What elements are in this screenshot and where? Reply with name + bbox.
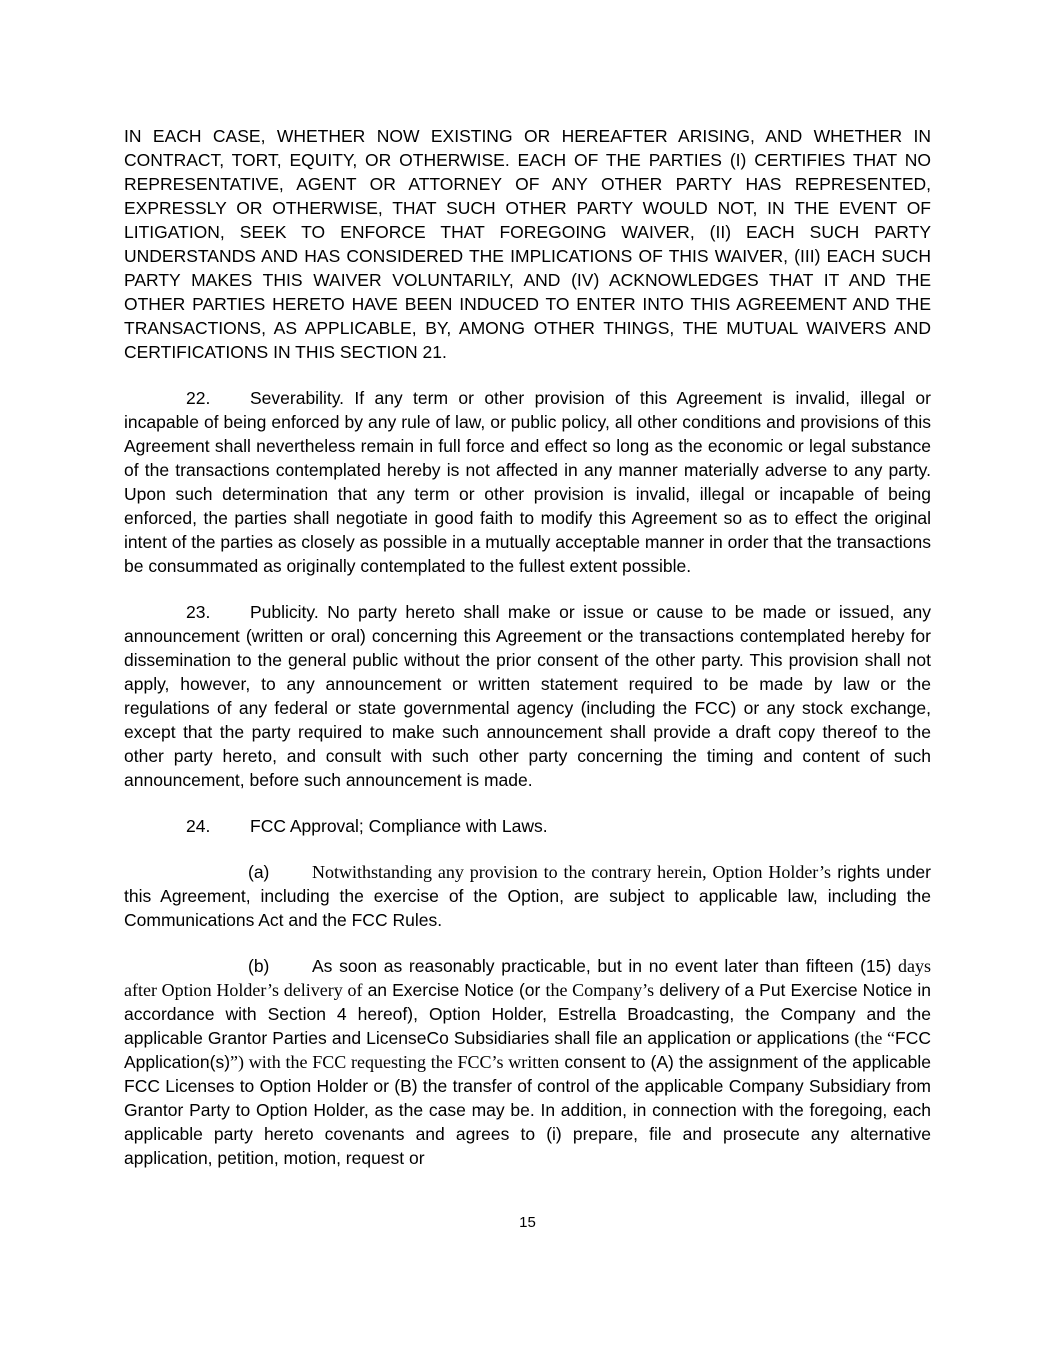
- section-22: [124, 386, 931, 578]
- paragraph-gap: [124, 364, 931, 386]
- section-24-a: [124, 860, 931, 932]
- section-23-number: 23.: [186, 602, 211, 622]
- section-24-b-part9: consent to (A) the assignment of the applicable FCC Licenses to Option Holder or (B) the transfer of control of the applicable Company Subsidiary from Grantor Party to Option Holder, as the case may be. In addition, in connection with the foregoing, each applicable party hereto covenants and agrees to (i) prepare, file and prosecute any alternative application, petition, motion, request or: [124, 1052, 931, 1168]
- section-23-heading: Publicity.: [250, 602, 319, 622]
- section-22-heading: Severability.: [250, 388, 345, 408]
- section-23: [124, 600, 931, 792]
- page-number: 15: [519, 1214, 536, 1231]
- section-24-b-part2: days after Option Holder’s delivery of: [124, 956, 931, 1000]
- section-24-a-lead: Notwithstanding any provision to the contrary herein, Option Holder’s: [312, 862, 831, 882]
- section-23-text: No party hereto shall make or issue or cause to be made or issued, any announcement (written or oral) concerning this Agreement or the transactions contemplated hereby for dissemination to the general public without the prior consent of the other party. This provision shall not apply, however, to any announcement or written statement required to be made by law or the regulations of any federal or state governmental agency (including the FCC) or any stock exchange, except that the party required to make such announcement shall provide a draft copy thereof to the other party hereto, and consult with such other party concerning the timing and content of such announcement, before such announcement is made.: [124, 602, 931, 790]
- paragraph-gap: [124, 838, 931, 860]
- section-24-b-part5: delivery of a Put Exercise Notice in accordance with Section 4 hereof), Option Holder, Estrella Broadcasting, the Company and the applicable Grantor Parties and LicenseCo Subsidiaries shall file an application or applications: [124, 980, 931, 1048]
- section-24-b-part1: As soon as reasonably practicable, but in no event later than fifteen (15): [312, 956, 892, 976]
- section-24-b: [124, 954, 931, 1170]
- section-24-heading-line: [124, 814, 931, 838]
- section-24-b-part4: the Company’s: [545, 980, 655, 1000]
- paragraph-gap: [124, 932, 931, 954]
- section-24-a-text: rights under this Agreement, including the exercise of the Option, are subject to applicable law, including the Communications Act and the FCC Rules.: [124, 862, 931, 930]
- paragraph-gap: [124, 792, 931, 814]
- waiver-paragraph: IN EACH CASE, WHETHER NOW EXISTING OR HEREAFTER ARISING, AND WHETHER IN CONTRACT, TORT, EQUITY, OR OTHERWISE. EACH OF THE PARTIES (I) CERTIFIES THAT NO REPRESENTATIVE, AGENT OR ATTORNEY OF ANY OTHER PARTY HAS REPRESENTED, EXPRESSLY OR OTHERWISE, THAT SUCH OTHER PARTY WOULD NOT, IN THE EVENT OF LITIGATION, SEEK TO ENFORCE THAT FOREGOING WAIVER, (II) EACH SUCH PARTY UNDERSTANDS AND HAS CONSIDERED THE IMPLICATIONS OF THIS WAIVER, (III) EACH SUCH PARTY MAKES THIS WAIVER VOLUNTARILY, AND (IV) ACKNOWLEDGES THAT IT AND THE OTHER PARTIES HERETO HAVE BEEN INDUCED TO ENTER INTO THIS AGREEMENT AND THE TRANSACTIONS, AS APPLICABLE, BY, AMONG OTHER THINGS, THE MUTUAL WAIVERS AND CERTIFICATIONS IN THIS SECTION 21.: [124, 126, 931, 362]
- section-24-b-part7: FCC Application(s): [124, 1028, 931, 1072]
- document-page: [124, 124, 931, 1170]
- section-22-text: If any term or other provision of this Agreement is invalid, illegal or incapable of being enforced by any rule of law, or public policy, all other conditions and provisions of this Agreement shall nevertheless remain in full force and effect so long as the economic or legal substance of the transactions contemplated hereby is not affected in any manner materially adverse to any party. Upon such determination that any term or other provision is invalid, illegal or incapable of being enforced, the parties shall negotiate in good faith to modify this Agreement so as to effect the original intent of the parties as closely as possible in a mutually acceptable manner in order that the transactions be consummated as originally contemplated to the fullest extent possible.: [124, 388, 931, 576]
- section-24-b-label: (b): [248, 956, 270, 976]
- section-24-heading: FCC Approval; Compliance with Laws.: [250, 816, 548, 836]
- section-22-number: 22.: [186, 388, 211, 408]
- section-24-a-label: (a): [248, 862, 270, 882]
- section-24-b-part6: (the “: [854, 1028, 896, 1048]
- section-24-b-part8: ”) with the FCC requesting the FCC’s written: [230, 1052, 560, 1072]
- paragraph-gap: [124, 578, 931, 600]
- section-24-number: 24.: [186, 816, 211, 836]
- section-24-b-part3: an Exercise Notice (or: [367, 980, 541, 1000]
